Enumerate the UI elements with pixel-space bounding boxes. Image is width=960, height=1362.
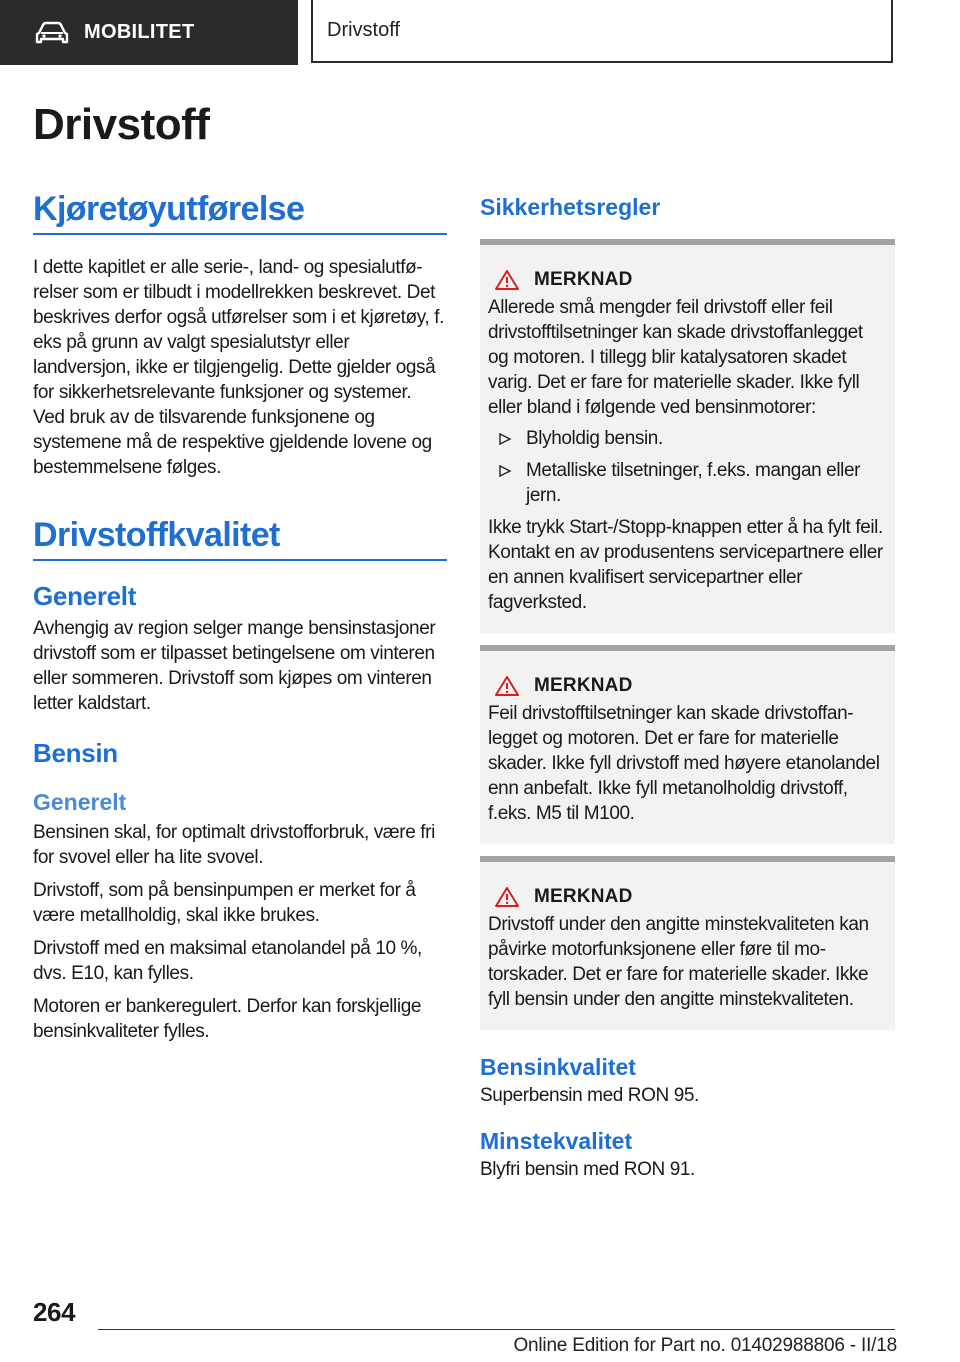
fuel-quality-heading: Drivstoffkvalitet xyxy=(33,516,447,561)
warning-triangle-icon xyxy=(494,886,520,908)
min-quality-text: Blyfri bensin med RON 91. xyxy=(480,1159,695,1180)
notice-label: MERKNAD xyxy=(534,886,633,907)
petrol-paragraph: Bensinen skal, for optimalt drivstofforbruk, være fri for svovel eller ha lite svovel. xyxy=(33,822,435,868)
petrol-heading: Bensin xyxy=(33,738,118,768)
page-number: 264 xyxy=(33,1297,76,1327)
petrol-quality-text: Superbensin med RON 95. xyxy=(480,1085,699,1106)
list-item xyxy=(488,426,887,451)
chapter-label: Drivstoff xyxy=(327,19,400,41)
petrol-paragraph: Drivstoff med en maksimal etanolandel på 10 %, dvs. E10, kan fylles. xyxy=(33,938,422,984)
footer-divider xyxy=(98,1329,895,1330)
petrol-paragraph: Motoren er bankeregulert. Derfor kan forskjellige bensinkvaliteter fylles. xyxy=(33,996,422,1042)
notice-label: MERKNAD xyxy=(534,269,633,290)
page-title: Drivstoff xyxy=(33,100,210,149)
notice-box xyxy=(480,645,895,844)
right-column xyxy=(480,190,895,1182)
vehicle-text: I dette kapitlet er alle serie-, land- og spesialutførelser som er tilbudt i modellrekken beskrevet. Det beskrives derfor også utførelser som i et kjøretøy, f. eks på grunn av valgt spesialutstyr eller landversjon, ikke er tilgjengelig. Dette gjelder også for sikkerhetsrelevante funksjoner og systemer. Ved bruk av de tilsvarende funksjonene og systemene må de respektive gjeldende lovene og bestemmelsene følges. xyxy=(33,257,444,478)
list-item-text: Metalliske tilsetninger, f.eks. mangan eller jern. xyxy=(526,460,861,506)
notice-bullet-list xyxy=(488,426,887,508)
min-quality-heading: Minstekvalitet xyxy=(480,1128,633,1154)
petrol-paragraph: Drivstoff, som på bensinpumpen er merket for å være metallholdig, skal ikke brukes. xyxy=(33,880,416,926)
general-text: Avhengig av region selger mange bensinstasjoner drivstoff som er tilpasset betingelsene om vinteren eller sommeren. Drivstoff som kjøpes om vinteren letter kaldstart. xyxy=(33,618,436,714)
general-heading: Generelt xyxy=(33,581,137,611)
notice-header xyxy=(488,269,887,291)
car-icon xyxy=(34,21,70,45)
warning-triangle-icon xyxy=(494,269,520,291)
notice-box xyxy=(480,856,895,1030)
vehicle-heading: Kjøretøyutførelse xyxy=(33,190,447,235)
list-item-text: Blyholdig bensin. xyxy=(526,428,663,449)
notice-text: Ikke trykk Start-/Stopp-knappen etter å ha fylt feil. Kontakt en av produsentens servicepartnere eller en annen kvalifisert servicepartner eller fagverksted. xyxy=(488,517,883,613)
section-tab xyxy=(0,0,298,65)
notice-text: Feil drivstofftilsetninger kan skade drivstoffanlegget og motoren. Det er fare for materielle skader. Ikke fyll drivstoff med høyere etanolandel enn anbefalt. Ikke fyll metanolholdig drivstoff, f.eks. M5 til M100. xyxy=(488,703,880,824)
list-item xyxy=(488,458,887,508)
triangle-bullet-icon xyxy=(498,432,512,446)
petrol-general-heading: Generelt xyxy=(33,789,127,815)
left-column xyxy=(33,190,447,1044)
notice-text: Allerede små mengder feil drivstoff eller feil drivstofftilsetninger kan skade drivstoffanlegget og motoren. I tillegg blir katalysatoren skadet varig. Det er fare for materielle skader. Ikke fyll eller bland i følgende ved bensinmotorer: xyxy=(488,297,863,418)
petrol-quality-heading: Bensinkvalitet xyxy=(480,1054,636,1080)
chapter-tab xyxy=(311,0,893,63)
section-label: MOBILITET xyxy=(84,21,195,43)
edition-note: Online Edition for Part no. 01402988806 - II/18 xyxy=(513,1335,897,1356)
warning-triangle-icon xyxy=(494,675,520,697)
notice-header xyxy=(488,886,887,908)
notice-box xyxy=(480,239,895,633)
notice-label: MERKNAD xyxy=(534,675,633,696)
safety-heading: Sikkerhetsregler xyxy=(480,194,661,220)
triangle-bullet-icon xyxy=(498,464,512,478)
notice-header xyxy=(488,675,887,697)
notice-text: Drivstoff under den angitte minstekvaliteten kan påvirke motorfunksjonene eller føre til motorskader. Det er fare for materielle skader. Ikke fyll bensin under den angitte minstekvaliteten. xyxy=(488,914,869,1010)
